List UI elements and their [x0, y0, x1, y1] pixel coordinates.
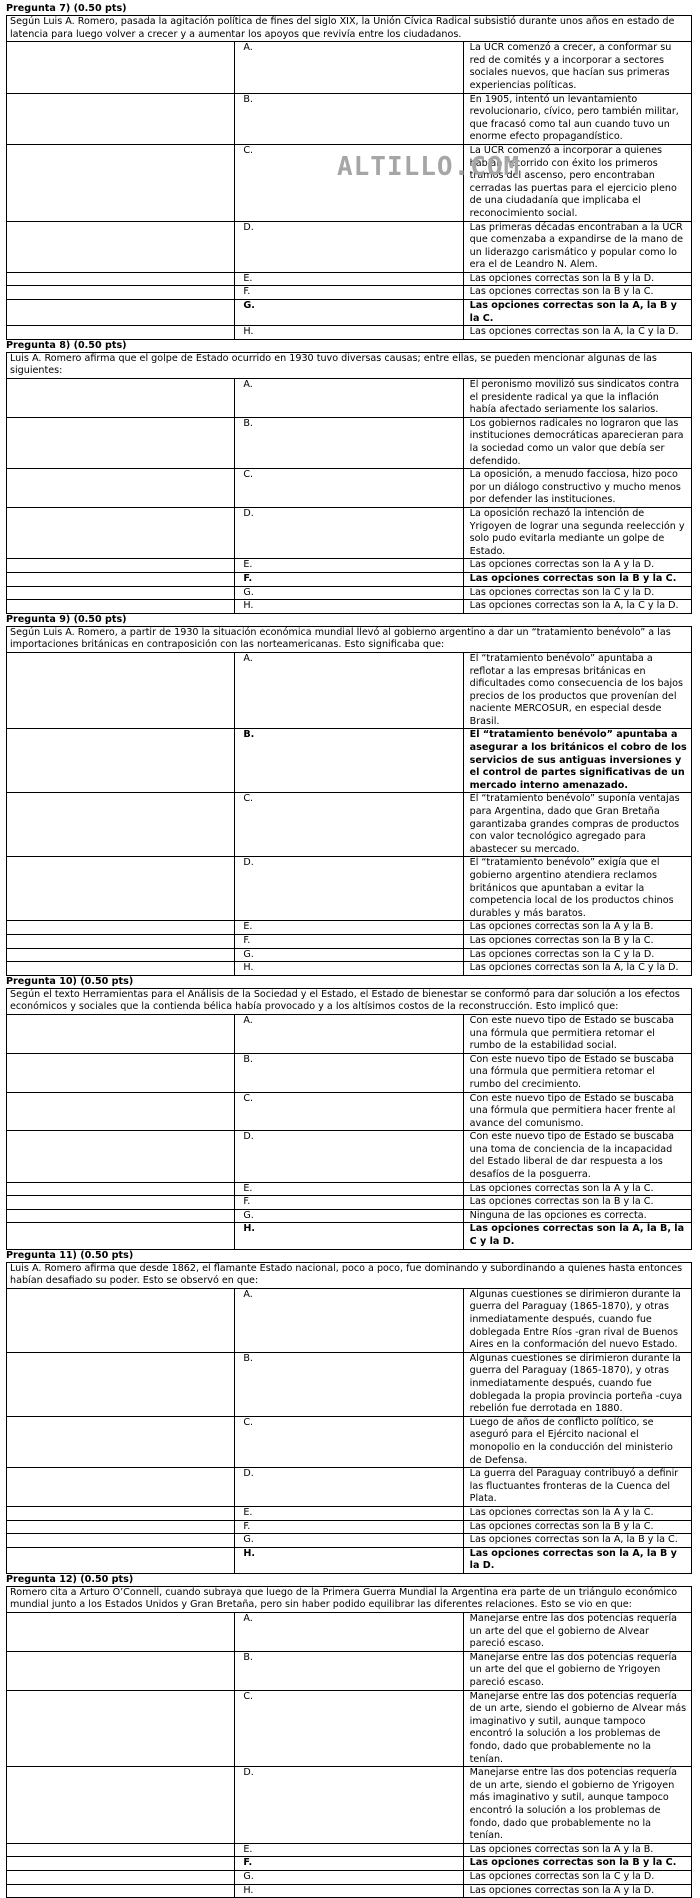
option-letter: C.	[235, 469, 463, 508]
option-text: Las opciones correctas son la B y la C.	[463, 1520, 691, 1534]
option-letter: E.	[235, 559, 463, 573]
option-row-e	[7, 272, 692, 286]
option-text: Luego de años de conflicto político, se aseguró para el Ejército nacional el monopolio en la conducción del ministerio de Defensa.	[463, 1416, 691, 1467]
option-letter: H.	[235, 962, 463, 976]
option-letter: B.	[235, 417, 463, 468]
question-block	[6, 1574, 692, 1898]
option-letter: A.	[235, 652, 463, 729]
option-text: Algunas cuestiones se dirimieron durante la guerra del Paraguay (1865-1870), y otras inmediatamente después, cuando fue doblegada Entre Ríos -gran rival de Buenos Aires en la conformación del nuevo Estado.	[463, 1288, 691, 1352]
option-text: Las opciones correctas son la A, la C y la D.	[463, 326, 691, 340]
question-stem-row	[7, 352, 692, 378]
question-stem: Romero cita a Arturo O’Connell, cuando subraya que luego de la Primera Guerra Mundial la Argentina era parte de un triángulo económico mundial junto a los Estados Unidos y Gran Bretaña, pero sin haber podido equilibrar las diferentes relaciones. Esto se vio en que:	[7, 1586, 692, 1612]
option-text: Con este nuevo tipo de Estado se buscaba una fórmula que permitiera retomar el rumbo de la estabilidad social.	[463, 1014, 691, 1053]
question-block	[6, 340, 692, 614]
option-row-e	[7, 1182, 692, 1196]
option-row-a	[7, 42, 692, 93]
option-text: El “tratamiento benévolo” apuntaba a asegurar a los británicos el cobro de los servicios de sus antiguas inversiones y el control de partes significativas de un mercado interno amenazado.	[463, 729, 691, 793]
option-text: Las opciones correctas son la B y la D.	[463, 272, 691, 286]
question-stem-row	[7, 1586, 692, 1612]
question-table	[6, 1586, 692, 1898]
option-letter: B.	[235, 729, 463, 793]
option-row-c	[7, 1092, 692, 1131]
option-row-h	[7, 1547, 692, 1573]
question-stem: Según Luis A. Romero, pasada la agitación política de fines del siglo XIX, la Unión Cívica Radical subsistió durante unos años en estado de latencia para luego volver a crecer y a aumentar los apoyos que revivía entre los ciudadanos.	[7, 16, 692, 42]
option-text: Las opciones correctas son la A, la B y la C.	[463, 1534, 691, 1548]
question-stem-row	[7, 1262, 692, 1288]
option-row-d	[7, 221, 692, 272]
option-letter: E.	[235, 272, 463, 286]
option-text: Las opciones correctas son la A, la C y la D.	[463, 600, 691, 614]
option-row-h	[7, 962, 692, 976]
option-letter: F.	[235, 1857, 463, 1871]
question-stem: Luis A. Romero afirma que el golpe de Estado ocurrido en 1930 tuvo diversas causas; entre ellas, se pueden mencionar algunas de las siguientes:	[7, 352, 692, 378]
option-letter: H.	[235, 1223, 463, 1249]
option-letter: C.	[235, 793, 463, 857]
option-row-g	[7, 1870, 692, 1884]
option-row-b	[7, 1053, 692, 1092]
option-row-c	[7, 1416, 692, 1467]
option-row-f	[7, 1196, 692, 1210]
option-letter: G.	[235, 586, 463, 600]
option-letter: F.	[235, 572, 463, 586]
option-letter: F.	[235, 1196, 463, 1210]
option-letter: D.	[235, 1468, 463, 1507]
option-text: En 1905, intentó un levantamiento revolucionario, cívico, pero también militar, que fracasó como tal aun cuando tuvo un enorme efecto propagandístico.	[463, 93, 691, 144]
option-text: Las opciones correctas son la A y la B.	[463, 1843, 691, 1857]
option-text: Las opciones correctas son la B y la C.	[463, 572, 691, 586]
option-row-g	[7, 948, 692, 962]
option-row-e	[7, 1843, 692, 1857]
option-text: Ninguna de las opciones es correcta.	[463, 1209, 691, 1223]
option-letter: D.	[235, 1767, 463, 1844]
question-stem: Luis A. Romero afirma que desde 1862, el flamante Estado nacional, poco a poco, fue dominando y subordinando a quienes hasta entonces habían desafiado su poder. Esto se observó en que:	[7, 1262, 692, 1288]
option-text: Las opciones correctas son la A y la C.	[463, 1182, 691, 1196]
option-row-g	[7, 1534, 692, 1548]
question-table	[6, 626, 692, 976]
option-text: Las opciones correctas son la C y la D.	[463, 948, 691, 962]
option-row-c	[7, 793, 692, 857]
option-text: Las opciones correctas son la A, la B y la D.	[463, 1547, 691, 1573]
option-letter: G.	[235, 948, 463, 962]
question-table	[6, 352, 692, 614]
option-letter: G.	[235, 1870, 463, 1884]
option-letter: C.	[235, 144, 463, 221]
question-header: Pregunta 10) (0.50 pts)	[6, 975, 134, 987]
option-letter: F.	[235, 934, 463, 948]
option-letter: D.	[235, 221, 463, 272]
watermark: ALTILLO.COM	[337, 152, 521, 182]
option-row-b	[7, 417, 692, 468]
option-text: Las opciones correctas son la A, la B y la C.	[463, 300, 691, 326]
option-text: Las opciones correctas son la A, la C y la D.	[463, 962, 691, 976]
option-letter: A.	[235, 1288, 463, 1352]
option-row-a	[7, 379, 692, 418]
option-text: Las opciones correctas son la B y la C.	[463, 934, 691, 948]
option-row-f	[7, 572, 692, 586]
option-text: La UCR comenzó a incorporar a quienes habían recorrido con éxito los primeros tramos del ascenso, pero encontraban cerradas las puertas para el ejercicio pleno de una ciudadanía que implicaba el reconocimiento social.	[463, 144, 691, 221]
option-letter: D.	[235, 1131, 463, 1182]
option-text: Las opciones correctas son la A, la B, la C y la D.	[463, 1223, 691, 1249]
option-letter: D.	[235, 507, 463, 558]
option-letter: G.	[235, 1209, 463, 1223]
option-row-f	[7, 1857, 692, 1871]
option-letter: H.	[235, 326, 463, 340]
option-letter: G.	[235, 300, 463, 326]
option-text: Las opciones correctas son la B y la C.	[463, 1857, 691, 1871]
option-text: La guerra del Paraguay contribuyó a definir las fluctuantes fronteras de la Cuenca del Plata.	[463, 1468, 691, 1507]
question-header: Pregunta 11) (0.50 pts)	[6, 1249, 134, 1261]
option-letter: E.	[235, 1843, 463, 1857]
option-row-b	[7, 1352, 692, 1416]
option-row-f	[7, 934, 692, 948]
question-block	[6, 1250, 692, 1574]
question-header: Pregunta 12) (0.50 pts)	[6, 1573, 134, 1585]
option-row-c	[7, 469, 692, 508]
option-text: El “tratamiento benévolo” exigía que el gobierno argentino atendiera reclamos británicos que apuntaban a evitar la competencia local de los productos chinos durables y más baratos.	[463, 857, 691, 921]
option-row-b	[7, 729, 692, 793]
question-header: Pregunta 7) (0.50 pts)	[6, 3, 127, 14]
option-row-a	[7, 1014, 692, 1053]
question-stem-row	[7, 626, 692, 652]
option-row-a	[7, 1288, 692, 1352]
question-header: Pregunta 8) (0.50 pts)	[6, 339, 127, 351]
question-stem-row	[7, 988, 692, 1014]
option-row-g	[7, 586, 692, 600]
option-letter: A.	[235, 1613, 463, 1652]
option-text: Manejarse entre las dos potencias requería de un arte, siendo el gobierno de Yrigoyen más imaginativo y sutil, aunque tampoco encontró la solución a los problemas de fondo, dado que probablemente no la tenían.	[463, 1767, 691, 1844]
option-text: Las opciones correctas son la A y la B.	[463, 921, 691, 935]
option-row-h	[7, 326, 692, 340]
option-letter: H.	[235, 1547, 463, 1573]
option-row-e	[7, 559, 692, 573]
option-letter: C.	[235, 1690, 463, 1767]
option-row-d	[7, 1468, 692, 1507]
option-letter: B.	[235, 1352, 463, 1416]
option-row-d	[7, 1767, 692, 1844]
option-letter: B.	[235, 1053, 463, 1092]
option-letter: C.	[235, 1092, 463, 1131]
option-text: Las opciones correctas son la A y la D.	[463, 559, 691, 573]
option-row-f	[7, 286, 692, 300]
option-text: El “tratamiento benévolo” apuntaba a reflotar a las empresas británicas en dificultades como consecuencia de los bajos precios de los productos que provenían del naciente MERCOSUR, en especial desde Brasil.	[463, 652, 691, 729]
option-letter: E.	[235, 921, 463, 935]
option-row-d	[7, 507, 692, 558]
option-text: Con este nuevo tipo de Estado se buscaba una toma de conciencia de la incapacidad del Estado liberal de dar respuesta a los desafíos de la posguerra.	[463, 1131, 691, 1182]
option-letter: B.	[235, 1651, 463, 1690]
question-block	[6, 976, 692, 1250]
option-row-h	[7, 600, 692, 614]
option-text: Manejarse entre las dos potencias requería de un arte, siendo el gobierno de Alvear más imaginativo y sutil, aunque tampoco encontró la solución a los problemas de fondo, dado que probablemente no la tenían.	[463, 1690, 691, 1767]
option-text: Las opciones correctas son la B y la C.	[463, 286, 691, 300]
option-letter: G.	[235, 1534, 463, 1548]
option-letter: F.	[235, 286, 463, 300]
question-block	[6, 614, 692, 976]
question-stem: Según Luis A. Romero, a partir de 1930 la situación económica mundial llevó al gobierno argentino a dar un “tratamiento benévolo” a las importaciones británicas en contraposición con las norteamericanas. Esto significaba que:	[7, 626, 692, 652]
option-text: La oposición rechazó la intención de Yrigoyen de lograr una segunda reelección y solo pudo evitarla mediante un golpe de Estado.	[463, 507, 691, 558]
question-table	[6, 988, 692, 1250]
option-text: Manejarse entre las dos potencias requería un arte del que el gobierno de Alvear pareció escaso.	[463, 1613, 691, 1652]
question-stem: Según el texto Herramientas para el Análisis de la Sociedad y el Estado, el Estado de bienestar se conformó para dar solución a los efectos económicos y sociales que la contienda bélica había provocado y a los altísimos costos de la reconstrucción. Esto implicó que:	[7, 988, 692, 1014]
option-letter: C.	[235, 1416, 463, 1467]
option-text: Las opciones correctas son la C y la D.	[463, 1870, 691, 1884]
option-row-e	[7, 1506, 692, 1520]
option-letter: E.	[235, 1182, 463, 1196]
option-text: Algunas cuestiones se dirimieron durante la guerra del Paraguay (1865-1870), y otras inmediatamente después, cuando fue doblegada la propia provincia porteña -cuya rebelión fue derrotada en 1880.	[463, 1352, 691, 1416]
option-letter: A.	[235, 379, 463, 418]
option-text: Manejarse entre las dos potencias requería un arte del que el gobierno de Yrigoyen pareció escaso.	[463, 1651, 691, 1690]
option-text: Con este nuevo tipo de Estado se buscaba una fórmula que permitiera retomar el rumbo del crecimiento.	[463, 1053, 691, 1092]
option-text: Las opciones correctas son la B y la C.	[463, 1196, 691, 1210]
option-text: El “tratamiento benévolo” suponía ventajas para Argentina, dado que Gran Bretaña garantizaba grandes compras de productos con valor tecnológico agregado para abastecer su mercado.	[463, 793, 691, 857]
option-text: El peronismo movilizó sus sindicatos contra el presidente radical ya que la inflación había afectado seriamente los salarios.	[463, 379, 691, 418]
option-row-f	[7, 1520, 692, 1534]
exam-document	[6, 3, 692, 1898]
option-row-g	[7, 1209, 692, 1223]
option-letter: H.	[235, 600, 463, 614]
option-letter: D.	[235, 857, 463, 921]
option-letter: E.	[235, 1506, 463, 1520]
option-text: La oposición, a menudo facciosa, hizo poco por un diálogo constructivo y mucho menos por defender las instituciones.	[463, 469, 691, 508]
option-letter: A.	[235, 1014, 463, 1053]
option-row-e	[7, 921, 692, 935]
option-letter: B.	[235, 93, 463, 144]
option-row-g	[7, 300, 692, 326]
option-row-d	[7, 1131, 692, 1182]
question-header: Pregunta 9) (0.50 pts)	[6, 613, 127, 625]
option-text: Las primeras décadas encontraban a la UCR que comenzaba a expandirse de la mano de un liderazgo carismático y popular como lo era el de Leandro N. Alem.	[463, 221, 691, 272]
question-stem-row	[7, 16, 692, 42]
option-text: Los gobiernos radicales no lograron que las instituciones democráticas aparecieran para la sociedad como un valor que debía ser defendido.	[463, 417, 691, 468]
option-letter: A.	[235, 42, 463, 93]
option-row-a	[7, 652, 692, 729]
option-row-h	[7, 1223, 692, 1249]
option-text: Las opciones correctas son la A y la D.	[463, 1884, 691, 1898]
option-row-d	[7, 857, 692, 921]
option-text: La UCR comenzó a crecer, a conformar su red de comités y a incorporar a sectores sociales nuevos, que hacían sus primeras experiencias políticas.	[463, 42, 691, 93]
option-row-a	[7, 1613, 692, 1652]
option-row-b	[7, 1651, 692, 1690]
option-text: Las opciones correctas son la C y la D.	[463, 586, 691, 600]
option-text: Con este nuevo tipo de Estado se buscaba una fórmula que permitiera hacer frente al avance del comunismo.	[463, 1092, 691, 1131]
option-text: Las opciones correctas son la A y la C.	[463, 1506, 691, 1520]
option-row-c	[7, 1690, 692, 1767]
option-letter: H.	[235, 1884, 463, 1898]
question-table	[6, 1262, 692, 1574]
option-letter: F.	[235, 1520, 463, 1534]
option-row-h	[7, 1884, 692, 1898]
option-row-b	[7, 93, 692, 144]
